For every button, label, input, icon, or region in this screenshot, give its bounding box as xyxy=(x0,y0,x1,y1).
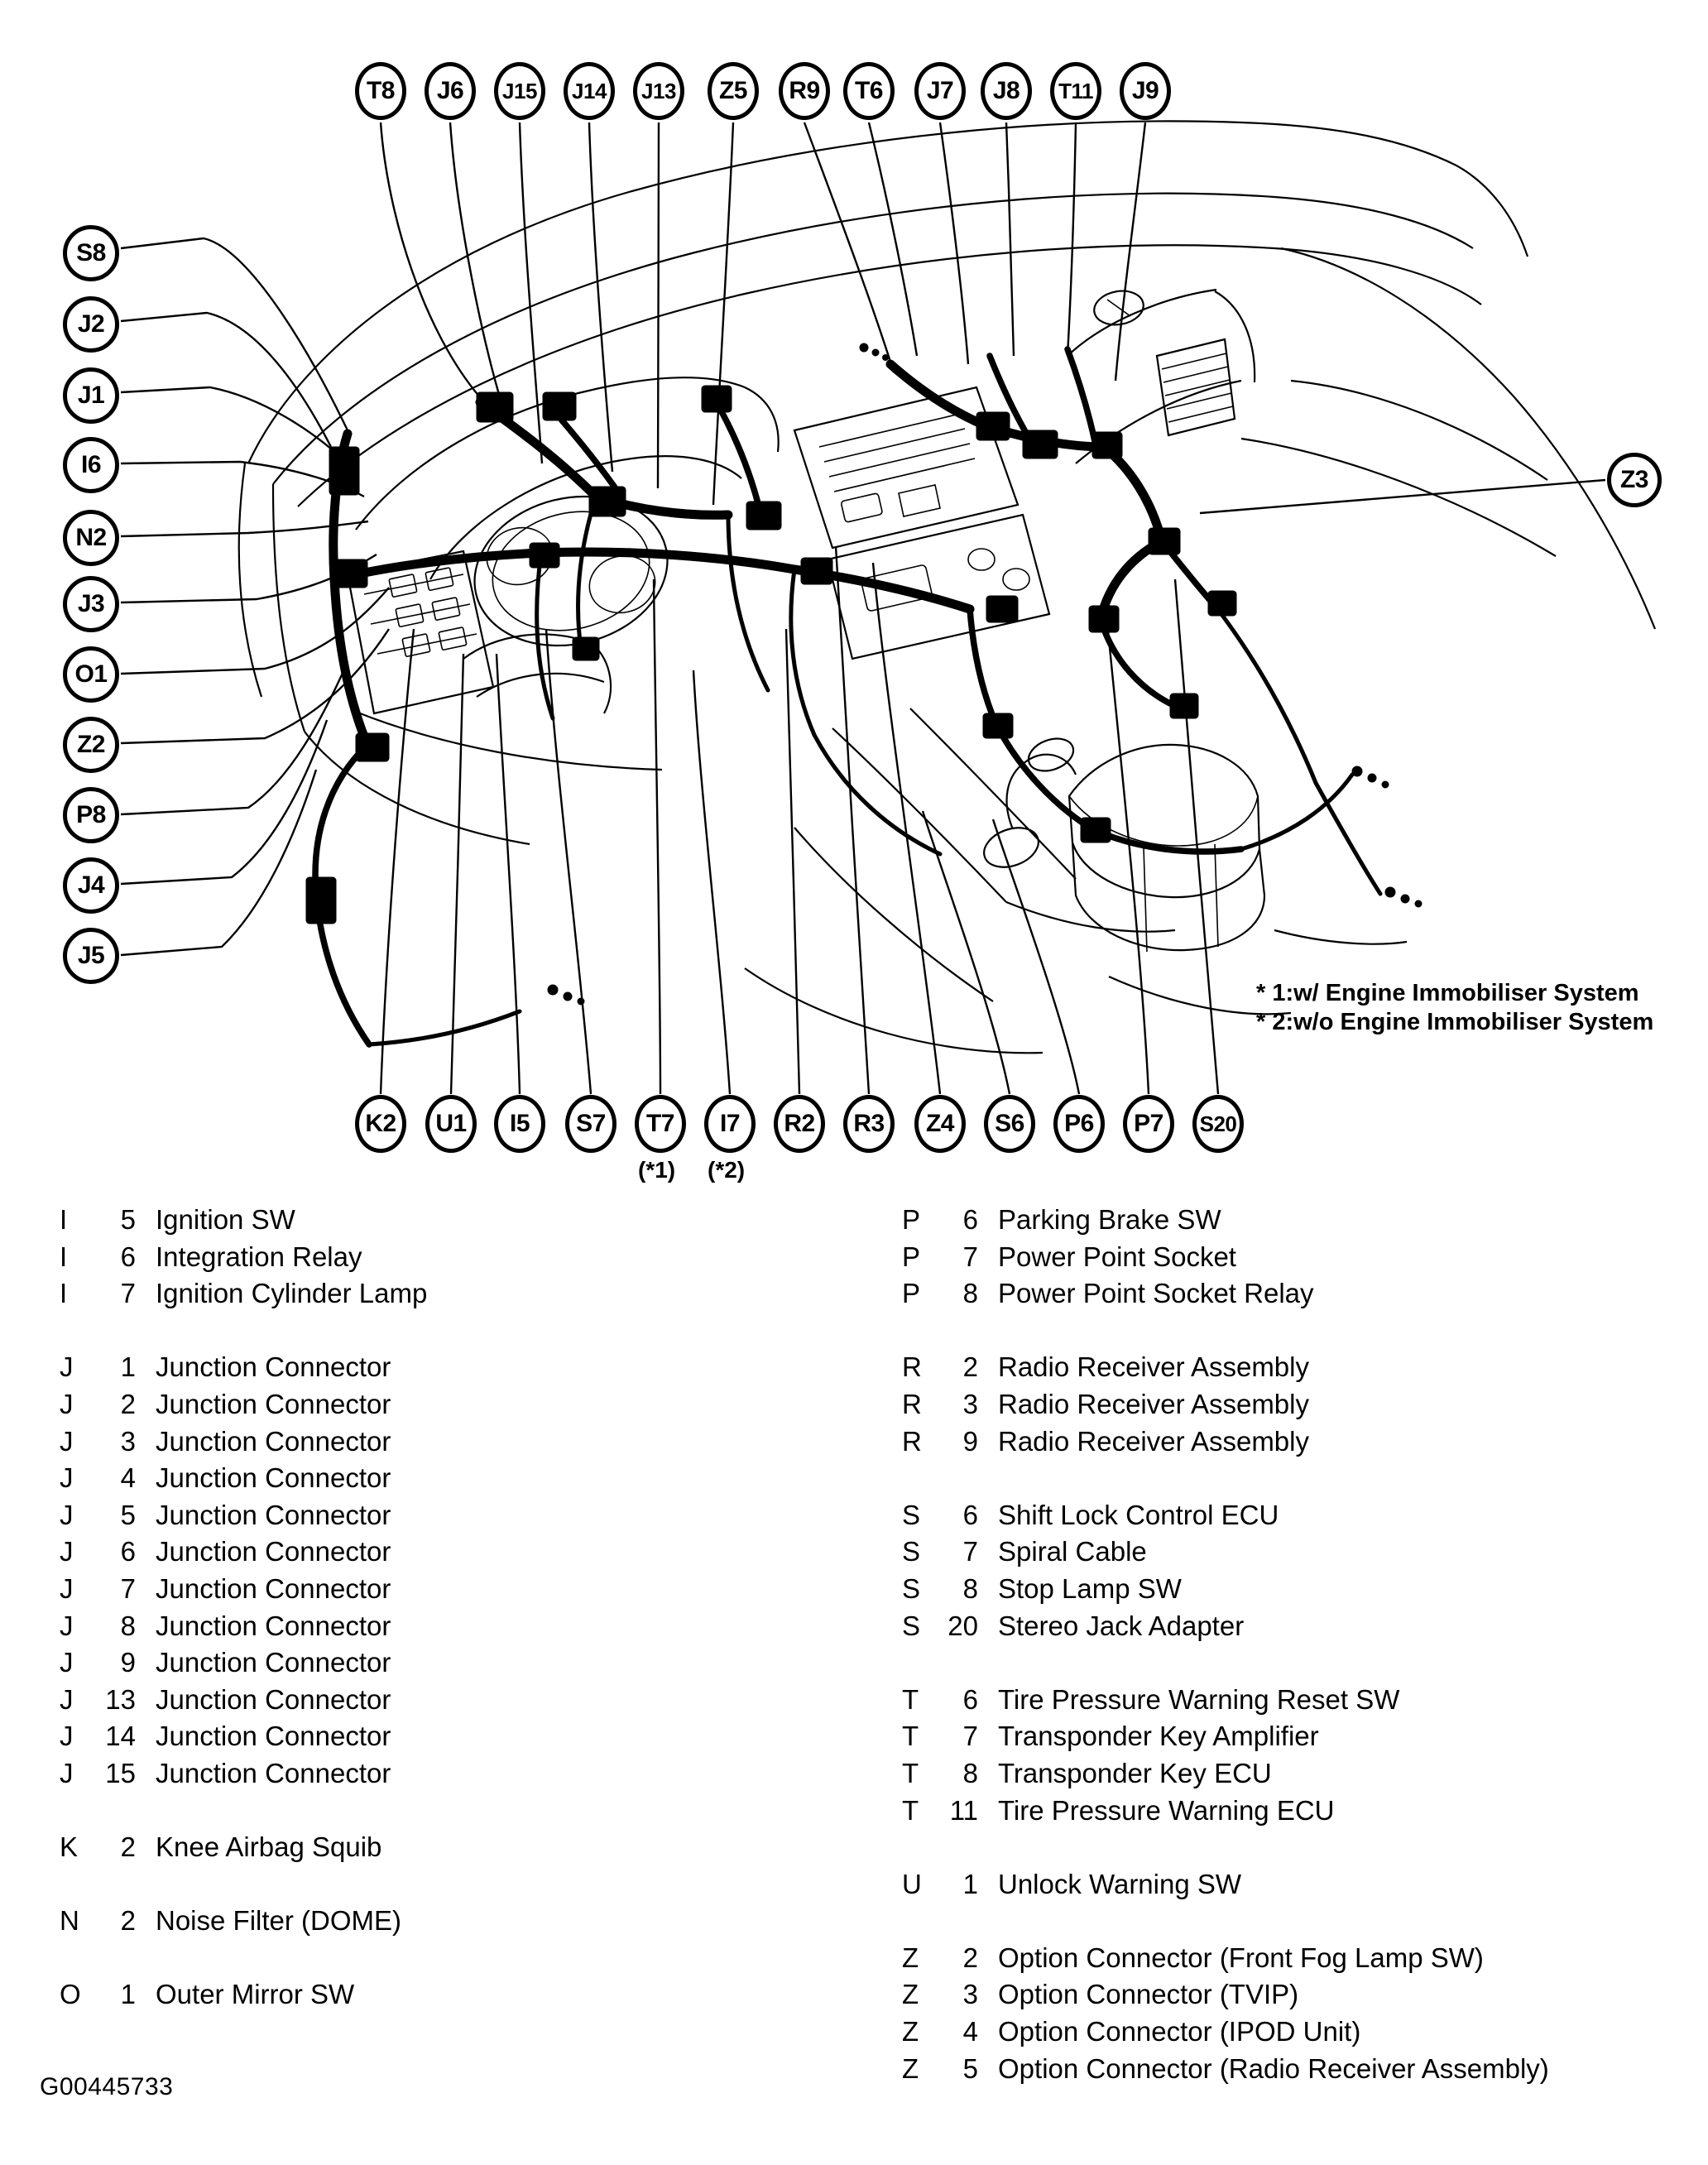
legend-component-name: Junction Connector xyxy=(156,1499,391,1530)
legend-component-name: Junction Connector xyxy=(156,1610,391,1641)
callout-j13[interactable] xyxy=(633,62,684,120)
callout-label: K2 xyxy=(365,1110,396,1137)
legend-code-number: 5 xyxy=(120,1204,136,1235)
legend-code-letter: Z xyxy=(902,1979,919,2010)
callout-label: I5 xyxy=(509,1110,530,1137)
legend-row xyxy=(902,1500,1696,1537)
footnote-marker-i7: (*2) xyxy=(708,1157,746,1183)
legend-code-letter: P xyxy=(902,1278,921,1309)
legend-spacer xyxy=(902,1647,1696,1684)
legend-component-name: Radio Receiver Assembly xyxy=(998,1425,1309,1457)
callout-t11[interactable] xyxy=(1050,62,1101,120)
legend-code-number: 1 xyxy=(962,1868,978,1899)
legend-code-number: 8 xyxy=(120,1610,136,1641)
legend-code-number: 20 xyxy=(948,1610,978,1641)
legend-code-number: 6 xyxy=(120,1241,136,1272)
legend-code-letter: I xyxy=(60,1278,68,1309)
callout-label: R9 xyxy=(789,77,820,104)
callout-z2[interactable] xyxy=(63,717,119,773)
callout-o1[interactable] xyxy=(63,646,119,703)
legend-code-number: 2 xyxy=(120,1831,136,1863)
callout-r3[interactable] xyxy=(843,1095,895,1153)
legend-code-number: 3 xyxy=(962,1979,978,2010)
legend-component-name: Power Point Socket Relay xyxy=(998,1278,1314,1309)
callout-label: Z4 xyxy=(925,1110,954,1137)
legend-spacer xyxy=(60,1869,821,1906)
leader-lines-left xyxy=(121,238,389,955)
legend-code-letter: T xyxy=(902,1757,919,1788)
legend-row xyxy=(902,1758,1696,1795)
legend-spacer xyxy=(60,1315,821,1352)
legend-component-name: Junction Connector xyxy=(156,1351,391,1383)
callout-i5[interactable] xyxy=(494,1095,545,1153)
callout-z3[interactable] xyxy=(1607,453,1662,507)
callout-j3[interactable] xyxy=(63,576,119,632)
legend-code-number: 6 xyxy=(962,1683,978,1715)
legend-row xyxy=(60,1611,821,1648)
legend-code-number: 2 xyxy=(962,1942,978,1973)
callout-k2[interactable] xyxy=(355,1095,406,1153)
callout-n2[interactable] xyxy=(63,510,119,566)
legend-code-number: 7 xyxy=(962,1241,978,1272)
legend-row xyxy=(902,1611,1696,1648)
callout-label: T8 xyxy=(366,77,395,104)
legend-code-number: 6 xyxy=(962,1499,978,1530)
callout-label: J5 xyxy=(77,942,105,969)
legend-code-letter: J xyxy=(60,1610,74,1641)
legend-code-number: 1 xyxy=(120,1979,136,2010)
legend-component-name: Transponder Key Amplifier xyxy=(998,1721,1319,1752)
callout-t6[interactable] xyxy=(843,62,895,120)
legend-code-number: 6 xyxy=(120,1536,136,1567)
legend-code-number: 14 xyxy=(105,1721,136,1752)
legend-row xyxy=(60,1536,821,1573)
callout-j8[interactable] xyxy=(981,62,1032,120)
callout-label: J1 xyxy=(77,382,105,409)
legend-code-number: 11 xyxy=(949,1794,978,1826)
legend-code-letter: O xyxy=(60,1979,81,2010)
legend-component-name: Junction Connector xyxy=(156,1425,391,1457)
legend-code-number: 9 xyxy=(120,1647,136,1678)
footnote-2: * 2:w/o Engine Immobiliser System xyxy=(1256,1009,1654,1036)
legend-code-letter: P xyxy=(902,1204,921,1235)
callout-label: J4 xyxy=(77,871,105,899)
footnote-1: * 1:w/ Engine Immobiliser System xyxy=(1256,980,1639,1006)
legend-code-letter: J xyxy=(60,1425,74,1457)
legend-code-number: 8 xyxy=(962,1757,978,1788)
legend-code-letter: I xyxy=(60,1241,68,1272)
callout-label: R3 xyxy=(853,1110,885,1137)
legend-row xyxy=(60,1979,821,2016)
callout-label: T6 xyxy=(854,77,883,104)
legend-spacer xyxy=(60,1942,821,1980)
callout-label: J6 xyxy=(436,77,464,104)
footnote-marker-t7: (*1) xyxy=(638,1157,676,1183)
legend-row xyxy=(60,1351,821,1389)
callout-z5[interactable] xyxy=(708,62,759,120)
legend-row xyxy=(60,1241,821,1279)
legend-component-name: Junction Connector xyxy=(156,1536,391,1567)
callout-j14[interactable] xyxy=(564,62,615,120)
legend-component-name: Junction Connector xyxy=(156,1462,391,1494)
legend-row xyxy=(60,1573,821,1611)
callout-p6[interactable] xyxy=(1053,1095,1105,1153)
callout-label: J13 xyxy=(641,79,676,103)
legend-code-letter: T xyxy=(902,1721,919,1752)
legend-code-number: 8 xyxy=(962,1278,978,1309)
wire-cut-ends xyxy=(548,343,1422,1005)
legend-code-letter: Z xyxy=(902,1942,919,1973)
callout-label: J14 xyxy=(572,79,607,103)
legend-row xyxy=(902,1204,1696,1241)
legend-code-letter: J xyxy=(60,1721,74,1752)
harness-connectors xyxy=(306,386,1236,924)
legend-component-name: Unlock Warning SW xyxy=(998,1868,1242,1899)
legend-row xyxy=(60,1831,821,1869)
legend-code-letter: J xyxy=(60,1572,74,1604)
callout-label: O1 xyxy=(74,660,108,688)
callout-t7[interactable] xyxy=(635,1095,686,1153)
callout-label: J8 xyxy=(992,77,1020,104)
legend-code-letter: J xyxy=(60,1647,74,1678)
callout-r2[interactable] xyxy=(774,1095,825,1153)
legend-row xyxy=(902,1979,1696,2016)
legend-row xyxy=(902,1684,1696,1721)
legend-row xyxy=(902,1426,1696,1463)
legend-code-letter: T xyxy=(902,1794,919,1826)
callout-label: S6 xyxy=(995,1110,1024,1137)
legend-component-name: Junction Connector xyxy=(156,1647,391,1678)
legend-spacer xyxy=(902,1831,1696,1869)
callout-j15[interactable] xyxy=(494,62,545,120)
legend-component-name: Radio Receiver Assembly xyxy=(998,1388,1309,1419)
callout-label: J2 xyxy=(77,310,105,338)
legend-row xyxy=(902,2053,1696,2091)
legend-component-name: Tire Pressure Warning Reset SW xyxy=(998,1683,1400,1715)
wire-harness xyxy=(315,349,1380,1044)
legend-row xyxy=(902,1278,1696,1315)
legend-row xyxy=(902,1942,1696,1980)
callout-label: S7 xyxy=(576,1110,606,1137)
callout-label: P8 xyxy=(76,801,106,828)
legend-code-letter: T xyxy=(902,1683,919,1715)
legend-row xyxy=(902,1351,1696,1389)
legend-row xyxy=(60,1204,821,1241)
legend-component-name: Junction Connector xyxy=(156,1721,391,1752)
callout-j9[interactable] xyxy=(1120,62,1171,120)
callout-label: Z3 xyxy=(1619,466,1648,493)
legend-code-letter: Z xyxy=(902,2016,919,2047)
callout-s20[interactable] xyxy=(1192,1095,1244,1153)
legend-row xyxy=(60,1721,821,1758)
legend-code-letter: J xyxy=(60,1536,74,1567)
legend-code-number: 2 xyxy=(962,1351,978,1383)
callout-s7[interactable] xyxy=(565,1095,617,1153)
callout-label: P6 xyxy=(1064,1110,1094,1137)
legend-code-number: 1 xyxy=(120,1351,136,1383)
legend-column-left xyxy=(60,1204,821,2016)
callout-j7[interactable] xyxy=(914,62,966,120)
callout-label: Z2 xyxy=(76,731,105,758)
callout-r9[interactable] xyxy=(779,62,830,120)
callout-label: T7 xyxy=(645,1110,674,1137)
legend-code-number: 2 xyxy=(120,1388,136,1419)
component-legend xyxy=(0,1204,1708,2115)
callout-i7[interactable] xyxy=(704,1095,756,1153)
dashboard-outline xyxy=(239,121,1655,1053)
legend-code-letter: S xyxy=(902,1499,921,1530)
legend-spacer xyxy=(902,1462,1696,1500)
legend-code-letter: J xyxy=(60,1757,74,1788)
legend-row xyxy=(60,1500,821,1537)
callout-label: R2 xyxy=(784,1110,815,1137)
legend-component-name: Option Connector (TVIP) xyxy=(998,1979,1299,2010)
legend-row xyxy=(60,1278,821,1315)
legend-component-name: Knee Airbag Squib xyxy=(156,1831,382,1863)
callout-j1[interactable] xyxy=(63,367,119,424)
legend-code-number: 7 xyxy=(120,1572,136,1604)
legend-code-letter: N xyxy=(60,1905,79,1937)
callout-label: Z5 xyxy=(718,77,747,104)
legend-row xyxy=(902,1389,1696,1426)
legend-row xyxy=(902,1869,1696,1906)
callout-j2[interactable] xyxy=(63,296,119,353)
legend-component-name: Stop Lamp SW xyxy=(998,1572,1182,1604)
legend-code-letter: J xyxy=(60,1499,74,1530)
legend-component-name: Ignition SW xyxy=(156,1204,295,1235)
legend-code-letter: P xyxy=(902,1241,921,1272)
legend-component-name: Integration Relay xyxy=(156,1241,362,1272)
callout-label: T11 xyxy=(1058,79,1093,103)
callout-j6[interactable] xyxy=(425,62,476,120)
legend-code-letter: R xyxy=(902,1351,922,1383)
legend-code-letter: Z xyxy=(902,2052,919,2084)
legend-code-number: 2 xyxy=(120,1905,136,1937)
legend-code-letter: S xyxy=(902,1610,921,1641)
legend-row xyxy=(902,1536,1696,1573)
callout-z4[interactable] xyxy=(914,1095,966,1153)
legend-code-letter: J xyxy=(60,1462,74,1494)
legend-code-letter: S xyxy=(902,1536,921,1567)
legend-row xyxy=(902,1795,1696,1832)
legend-row xyxy=(902,1573,1696,1611)
legend-code-number: 13 xyxy=(105,1683,136,1715)
legend-code-number: 4 xyxy=(962,2016,978,2047)
leader-lines-right xyxy=(1200,480,1605,513)
legend-code-number: 6 xyxy=(962,1204,978,1235)
legend-spacer xyxy=(60,1795,821,1832)
legend-code-number: 5 xyxy=(120,1499,136,1530)
legend-code-letter: K xyxy=(60,1831,79,1863)
legend-code-number: 5 xyxy=(962,2052,978,2084)
legend-row xyxy=(902,1241,1696,1279)
legend-component-name: Tire Pressure Warning ECU xyxy=(998,1794,1335,1826)
legend-row xyxy=(60,1389,821,1426)
legend-component-name: Stereo Jack Adapter xyxy=(998,1610,1245,1641)
legend-code-letter: J xyxy=(60,1388,74,1419)
legend-code-number: 3 xyxy=(962,1388,978,1419)
legend-component-name: Power Point Socket xyxy=(998,1241,1236,1272)
callout-label: J15 xyxy=(502,79,537,103)
legend-component-name: Shift Lock Control ECU xyxy=(998,1499,1279,1530)
callout-label: J3 xyxy=(77,590,105,617)
legend-component-name: Junction Connector xyxy=(156,1388,391,1419)
legend-code-letter: U xyxy=(902,1868,922,1899)
legend-row xyxy=(902,1721,1696,1758)
legend-row xyxy=(60,1462,821,1500)
legend-code-letter: S xyxy=(902,1572,921,1604)
footnotes xyxy=(1256,979,1653,1038)
legend-code-letter: J xyxy=(60,1683,74,1715)
legend-code-number: 7 xyxy=(120,1278,136,1309)
callout-label: J9 xyxy=(1131,77,1159,104)
legend-code-letter: I xyxy=(60,1204,68,1235)
callout-label: P7 xyxy=(1134,1110,1163,1137)
legend-code-number: 8 xyxy=(962,1572,978,1604)
document-id: G00445733 xyxy=(40,2073,174,2100)
legend-code-number: 4 xyxy=(120,1462,136,1494)
legend-column-right xyxy=(902,1204,1696,2090)
callout-label: U1 xyxy=(435,1110,467,1137)
legend-row xyxy=(60,1905,821,1942)
legend-row xyxy=(60,1758,821,1795)
callout-label: I6 xyxy=(80,451,102,478)
callout-s6[interactable] xyxy=(984,1095,1035,1153)
legend-spacer xyxy=(902,1905,1696,1942)
legend-component-name: Transponder Key ECU xyxy=(998,1757,1272,1788)
legend-component-name: Junction Connector xyxy=(156,1683,391,1715)
legend-code-number: 9 xyxy=(962,1425,978,1457)
legend-component-name: Option Connector (Radio Receiver Assembly) xyxy=(998,2052,1549,2084)
legend-component-name: Parking Brake SW xyxy=(998,1204,1221,1235)
callout-label: S20 xyxy=(1199,1111,1237,1136)
legend-component-name: Spiral Cable xyxy=(998,1536,1147,1567)
legend-component-name: Junction Connector xyxy=(156,1572,391,1604)
legend-row xyxy=(60,1647,821,1684)
legend-component-name: Junction Connector xyxy=(156,1757,391,1788)
legend-component-name: Radio Receiver Assembly xyxy=(998,1351,1309,1383)
legend-component-name: Option Connector (IPOD Unit) xyxy=(998,2016,1361,2047)
callout-p7[interactable] xyxy=(1123,1095,1174,1153)
callout-label: S8 xyxy=(76,239,106,266)
legend-row xyxy=(902,2016,1696,2053)
legend-code-letter: J xyxy=(60,1351,74,1383)
legend-code-letter: R xyxy=(902,1425,922,1457)
callout-s8[interactable] xyxy=(63,225,119,281)
legend-code-letter: R xyxy=(902,1388,922,1419)
callout-label: I7 xyxy=(719,1110,741,1137)
legend-code-number: 3 xyxy=(120,1425,136,1457)
legend-component-name: Outer Mirror SW xyxy=(156,1979,355,2010)
callout-i6[interactable] xyxy=(63,437,119,493)
callout-j4[interactable] xyxy=(63,857,119,914)
legend-component-name: Noise Filter (DOME) xyxy=(156,1905,402,1937)
callout-u1[interactable] xyxy=(425,1095,477,1153)
legend-row xyxy=(60,1684,821,1721)
legend-component-name: Option Connector (Front Fog Lamp SW) xyxy=(998,1942,1484,1973)
legend-code-number: 7 xyxy=(962,1721,978,1752)
legend-code-number: 7 xyxy=(962,1536,978,1567)
callout-p8[interactable] xyxy=(63,787,119,843)
callout-label: N2 xyxy=(75,524,107,551)
legend-component-name: Ignition Cylinder Lamp xyxy=(156,1278,428,1309)
callout-label: J7 xyxy=(926,77,954,104)
legend-spacer xyxy=(902,1315,1696,1352)
callout-t8[interactable] xyxy=(355,62,406,120)
legend-row xyxy=(60,1426,821,1463)
callout-j5[interactable] xyxy=(63,928,119,984)
legend-code-number: 15 xyxy=(105,1757,136,1788)
